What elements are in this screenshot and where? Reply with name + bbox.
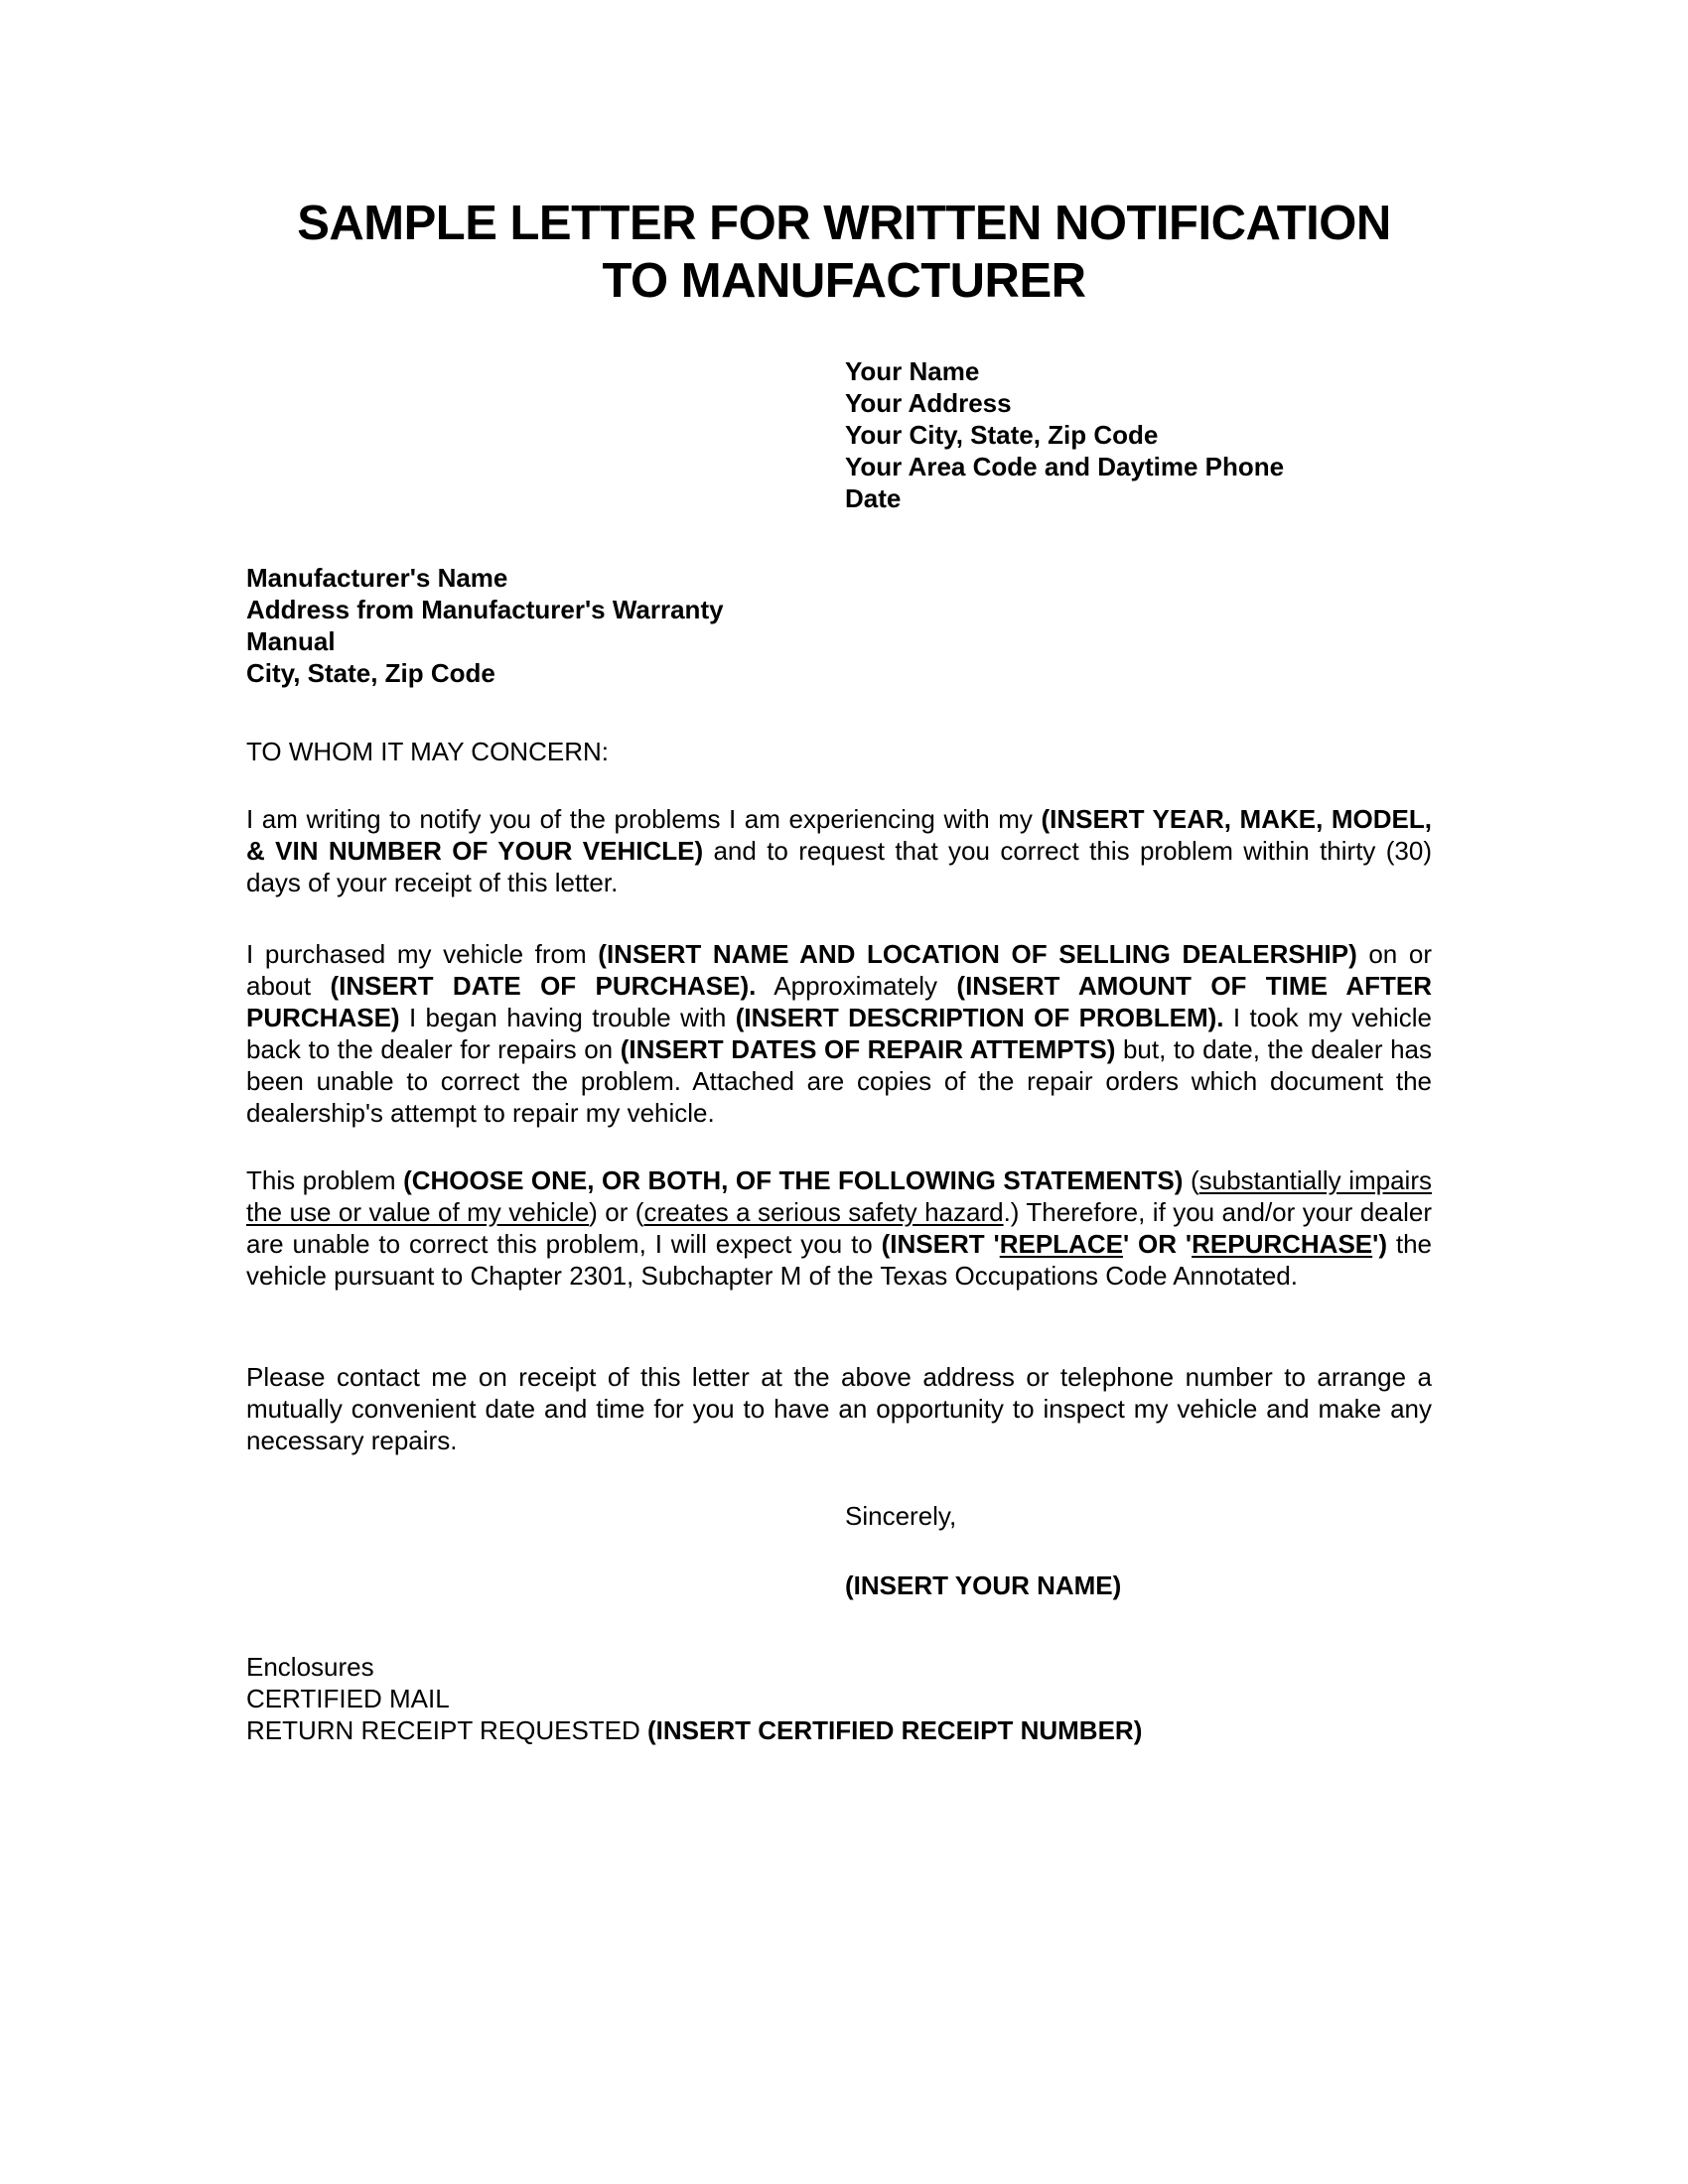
text: the vehicle pursuant to Chapter 2301, Subchapter M of the Texas Occupations Code Annotated. (246, 1229, 1433, 1291)
option-replace: REPLACE (999, 1229, 1123, 1259)
title-line-1: SAMPLE LETTER FOR WRITTEN NOTIFICATION (297, 197, 1391, 250)
paragraph-2 (246, 938, 1432, 1129)
recipient-address-block (246, 562, 724, 689)
statement-safety-hazard: creates a serious safety hazard (643, 1197, 1004, 1227)
placeholder-time-after-purchase: (INSERT AMOUNT OF TIME AFTER PURCHASE) (246, 971, 1432, 1032)
sender-city-state-zip: Your City, State, Zip Code (845, 420, 1159, 450)
paragraph-4: Please contact me on receipt of this letter at the above address or telephone number to arrange a mutually convenient date and time for you to have an opportunity to inspect my vehicle and make any necessary repairs. (246, 1362, 1432, 1455)
text: I began having trouble with (399, 1003, 736, 1032)
title-line-2: TO MANUFACTURER (602, 254, 1086, 308)
sender-date: Date (845, 483, 902, 513)
placeholder-repair-dates: (INSERT DATES OF REPAIR ATTEMPTS) (620, 1034, 1116, 1064)
statement-impairs-use: substantially impairs the use or value of my vehicle (246, 1165, 1432, 1227)
text: This problem (246, 1165, 404, 1195)
placeholder-receipt-number: (INSERT CERTIFIED RECEIPT NUMBER) (647, 1715, 1143, 1745)
text: I took my vehicle back to the dealer for repairs on (246, 1003, 1432, 1064)
sender-name: Your Name (845, 356, 980, 386)
salutation: TO WHOM IT MAY CONCERN: (246, 737, 609, 766)
text: ) or ( (589, 1197, 644, 1227)
return-receipt-line (246, 1714, 1142, 1746)
placeholder-dealership: (INSERT NAME AND LOCATION OF SELLING DEALERSHIP) (598, 939, 1357, 969)
placeholder-remedy-or: ' OR ' (1122, 1229, 1193, 1259)
text: Approximately (756, 971, 957, 1001)
return-receipt-text: RETURN RECEIPT REQUESTED (246, 1715, 648, 1745)
option-repurchase: REPURCHASE (1192, 1229, 1373, 1259)
enclosures-block (246, 1651, 1142, 1746)
certified-mail-label: CERTIFIED MAIL (246, 1684, 450, 1713)
placeholder-remedy-open: (INSERT ' (881, 1229, 1000, 1259)
recipient-address-line-1: Address from Manufacturer's Warranty (246, 595, 724, 624)
text: I purchased my vehicle from (246, 939, 599, 969)
paragraph-3 (246, 1164, 1432, 1292)
recipient-name: Manufacturer's Name (246, 563, 508, 593)
sender-phone: Your Area Code and Daytime Phone (845, 452, 1285, 481)
text: I am writing to notify you of the problems I am experiencing with my (246, 804, 1042, 834)
text: ( (1183, 1165, 1199, 1195)
sender-address: Your Address (845, 388, 1012, 418)
text: .) Therefore, if you and/or your dealer are unable to correct this problem, I will expect you to (246, 1197, 1432, 1259)
placeholder-remedy-close: ') (1372, 1229, 1387, 1259)
paragraph-1 (246, 803, 1432, 898)
placeholder-choose-statements: (CHOOSE ONE, OR BOTH, OF THE FOLLOWING STATEMENTS) (403, 1165, 1184, 1195)
text: and to request that you correct this problem within thirty (30) days of your receipt of this letter. (246, 836, 1433, 897)
sender-address-block (845, 355, 1284, 514)
text: but, to date, the dealer has been unable to correct the problem. Attached are copies of the repair orders which document the dealership's attempt to repair my vehicle. (246, 1034, 1432, 1128)
placeholder-problem-description: (INSERT DESCRIPTION OF PROBLEM). (735, 1003, 1224, 1032)
placeholder-vehicle-info: (INSERT YEAR, MAKE, MODEL, & VIN NUMBER OF YOUR VEHICLE) (246, 804, 1432, 866)
text: on or about (246, 939, 1432, 1001)
recipient-address-line-2: Manual (246, 626, 336, 656)
enclosures-label: Enclosures (246, 1652, 374, 1682)
document-title (0, 195, 1688, 310)
closing: Sincerely, (845, 1501, 957, 1531)
placeholder-purchase-date: (INSERT DATE OF PURCHASE). (330, 971, 757, 1001)
recipient-city-state-zip: City, State, Zip Code (246, 658, 495, 688)
signature-placeholder: (INSERT YOUR NAME) (845, 1570, 1122, 1600)
